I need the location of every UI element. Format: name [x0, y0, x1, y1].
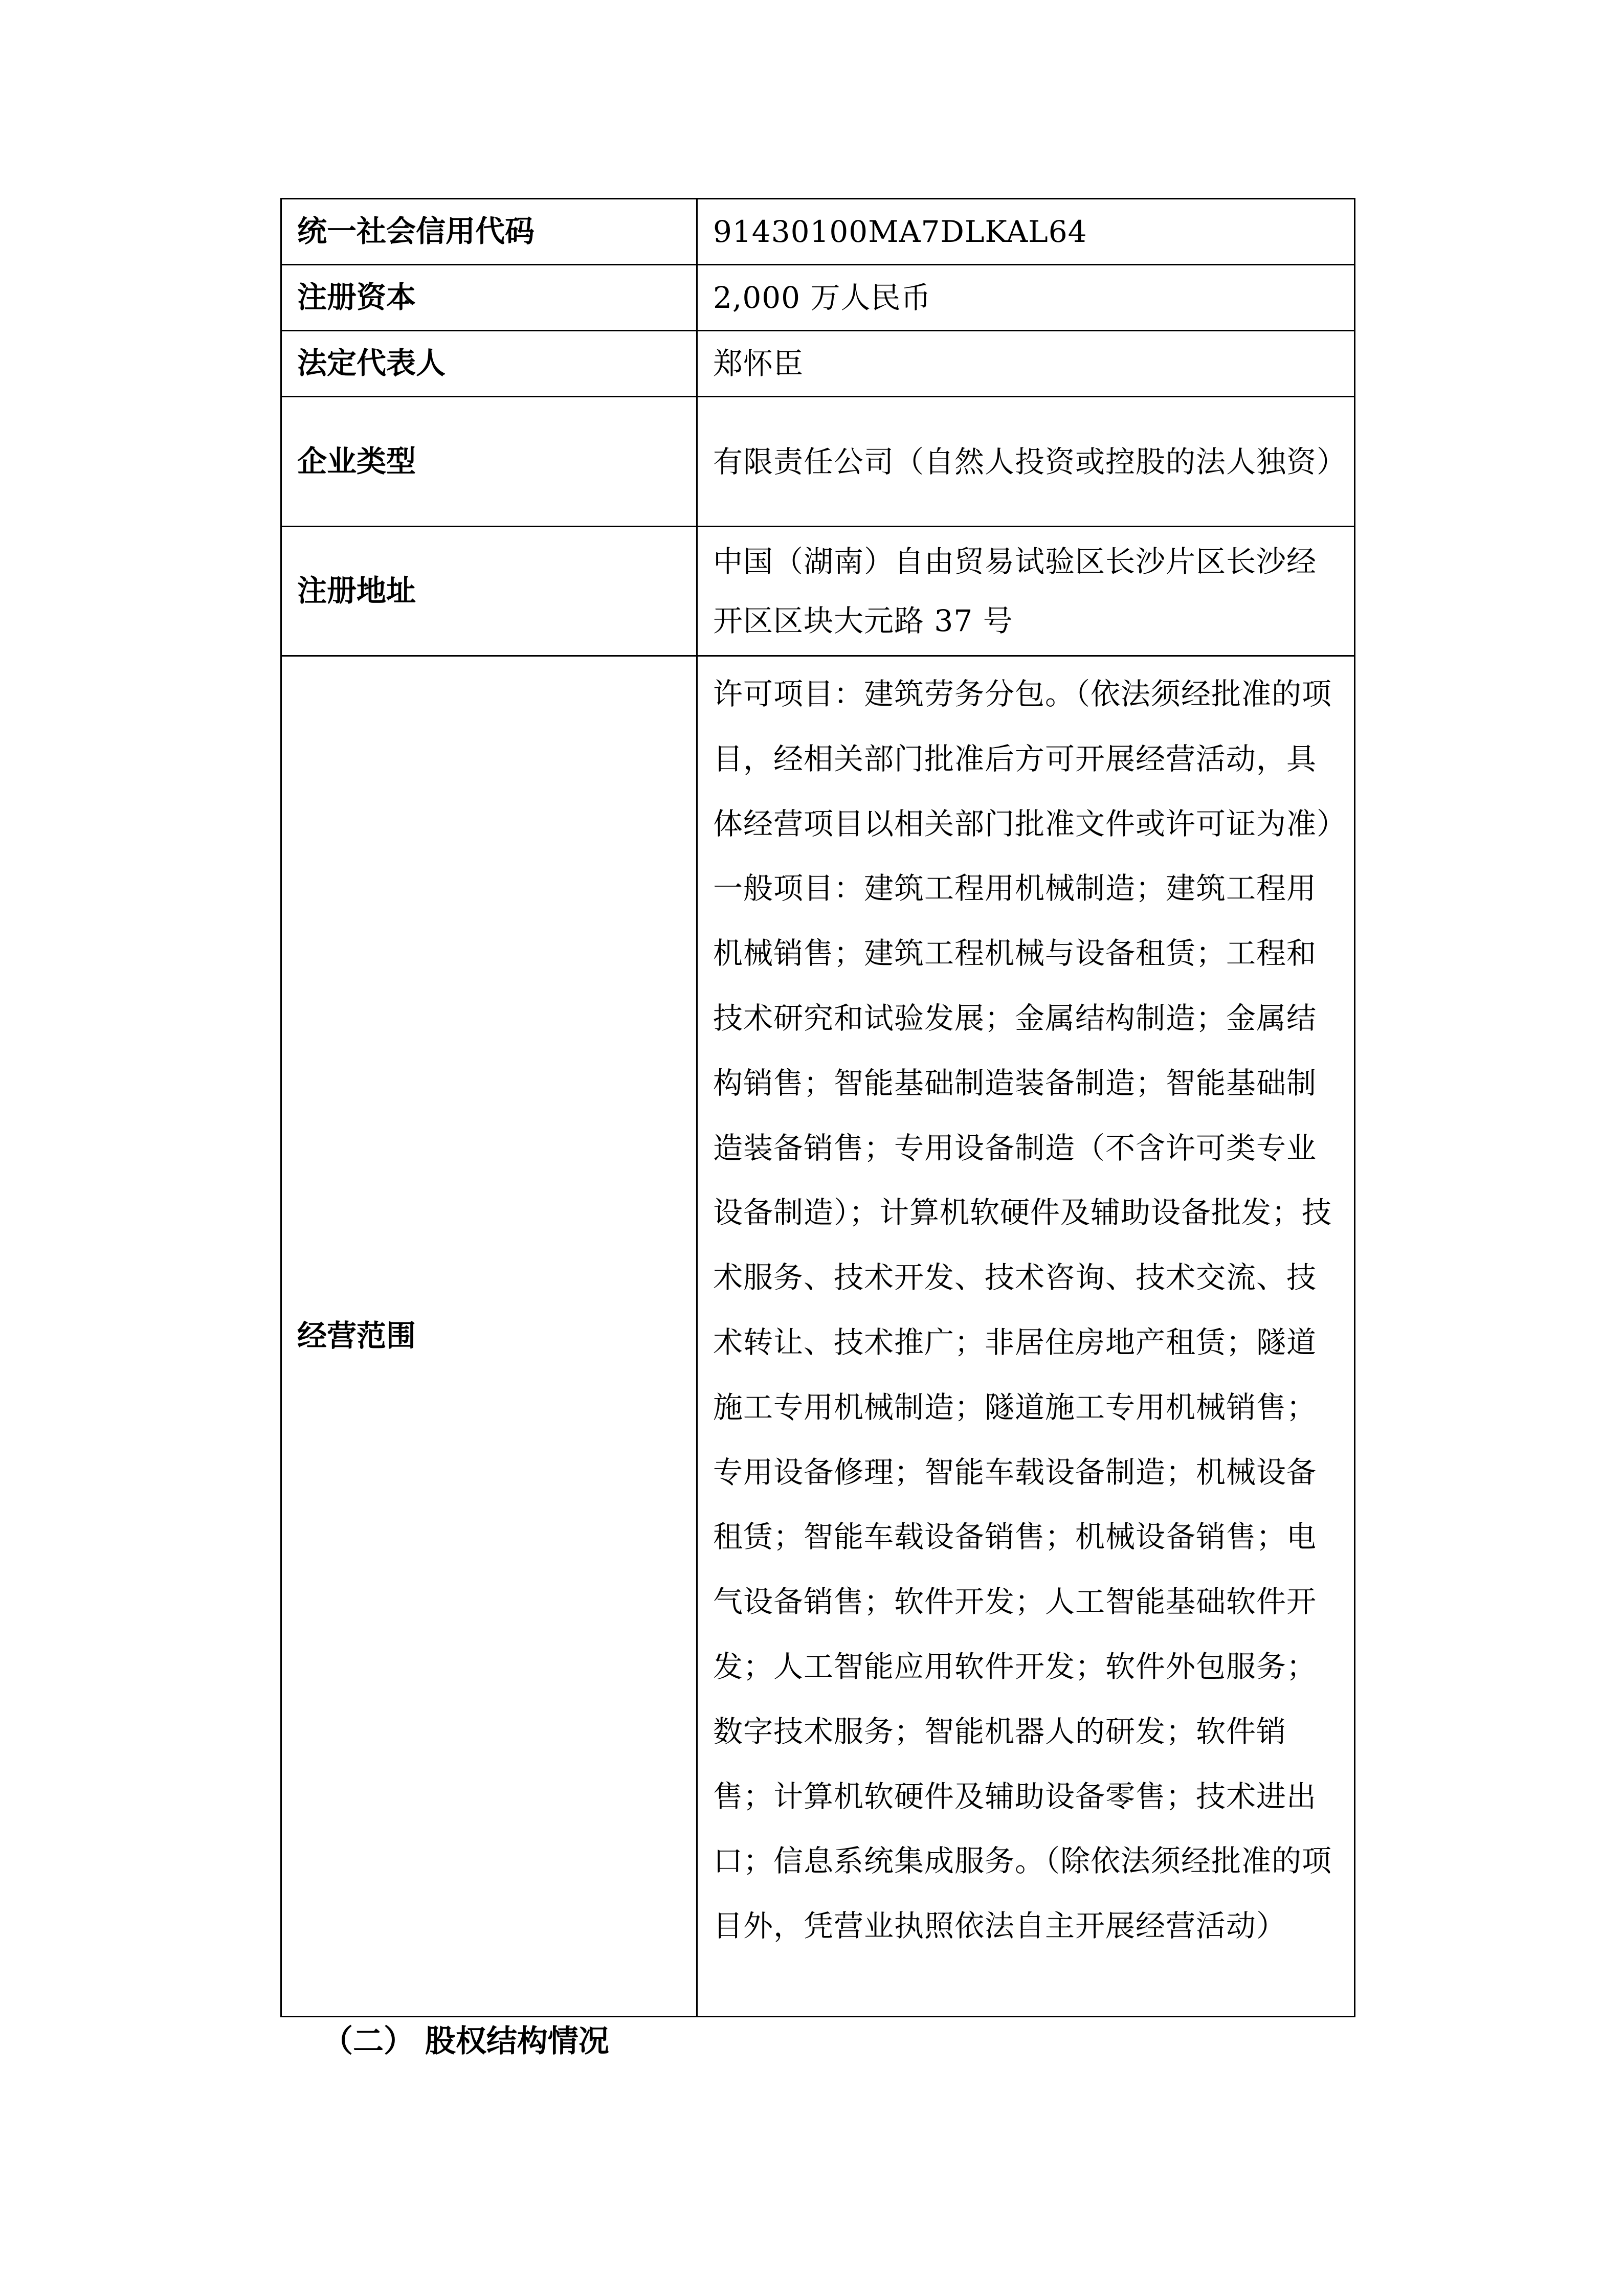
company-info-table: [280, 198, 1355, 2017]
row-value-registered-address: [697, 527, 1355, 656]
registered-capital-text: 2,000 万人民币: [713, 280, 931, 315]
table-row: [281, 265, 1355, 331]
section-heading-equity-structure: （二） 股权结构情况: [322, 2023, 609, 2059]
row-label-registered-capital: 注册资本: [281, 265, 697, 331]
table-row: [281, 656, 1355, 2017]
table-row: [281, 331, 1355, 397]
row-value-credit-code: [697, 199, 1355, 265]
row-label-legal-representative: 法定代表人: [281, 331, 697, 397]
legal-representative-text: 郑怀臣: [713, 346, 804, 381]
row-label-company-type: 企业类型: [281, 397, 697, 527]
registered-address-text: 中国（湖南）自由贸易试验区长沙片区长沙经开区区块大元路 37 号: [713, 544, 1317, 638]
row-value-company-type: [697, 397, 1355, 527]
row-value-registered-capital: [697, 265, 1355, 331]
row-value-legal-representative: [697, 331, 1355, 397]
row-label-registered-address: 注册地址: [281, 527, 697, 656]
table-row: [281, 527, 1355, 656]
row-label-credit-code: 统一社会信用代码: [281, 199, 697, 265]
credit-code-text: 91430100MA7DLKAL64: [713, 214, 1087, 249]
business-scope-text: 许可项目：建筑劳务分包。（依法须经批准的项目，经相关部门批准后方可开展经营活动，具体经营项目以相关部门批准文件或许可证为准）一般项目：建筑工程用机械制造；建筑工程用机械销售；建筑工程机械与设备租赁；工程和技术研究和试验发展；金属结构制造；金属结构销售；智能基础制造装备制造；智能基础制造装备销售；专用设备制造（不含许可类专业设备制造）；计算机软硬件及辅助设备批发；技术服务、技术开发、技术咨询、技术交流、技术转让、技术推广；非居住房地产租赁；隧道施工专用机械制造；隧道施工专用机械销售；专用设备修理；智能车载设备制造；机械设备租赁；智能车载设备销售；机械设备销售；电气设备销售；软件开发；人工智能基础软件开发；人工智能应用软件开发；软件外包服务；数字技术服务；智能机器人的研发；软件销售；计算机软硬件及辅助设备零售；技术进出口；信息系统集成服务。（除依法须经批准的项目外，凭营业执照依法自主开展经营活动）: [713, 677, 1332, 1944]
company-type-text: 有限责任公司（自然人投资或控股的法人独资）: [713, 444, 1347, 479]
table-row: [281, 199, 1355, 265]
table-row: [281, 397, 1355, 527]
row-value-business-scope: [697, 656, 1355, 2017]
row-label-business-scope: 经营范围: [281, 656, 697, 2017]
